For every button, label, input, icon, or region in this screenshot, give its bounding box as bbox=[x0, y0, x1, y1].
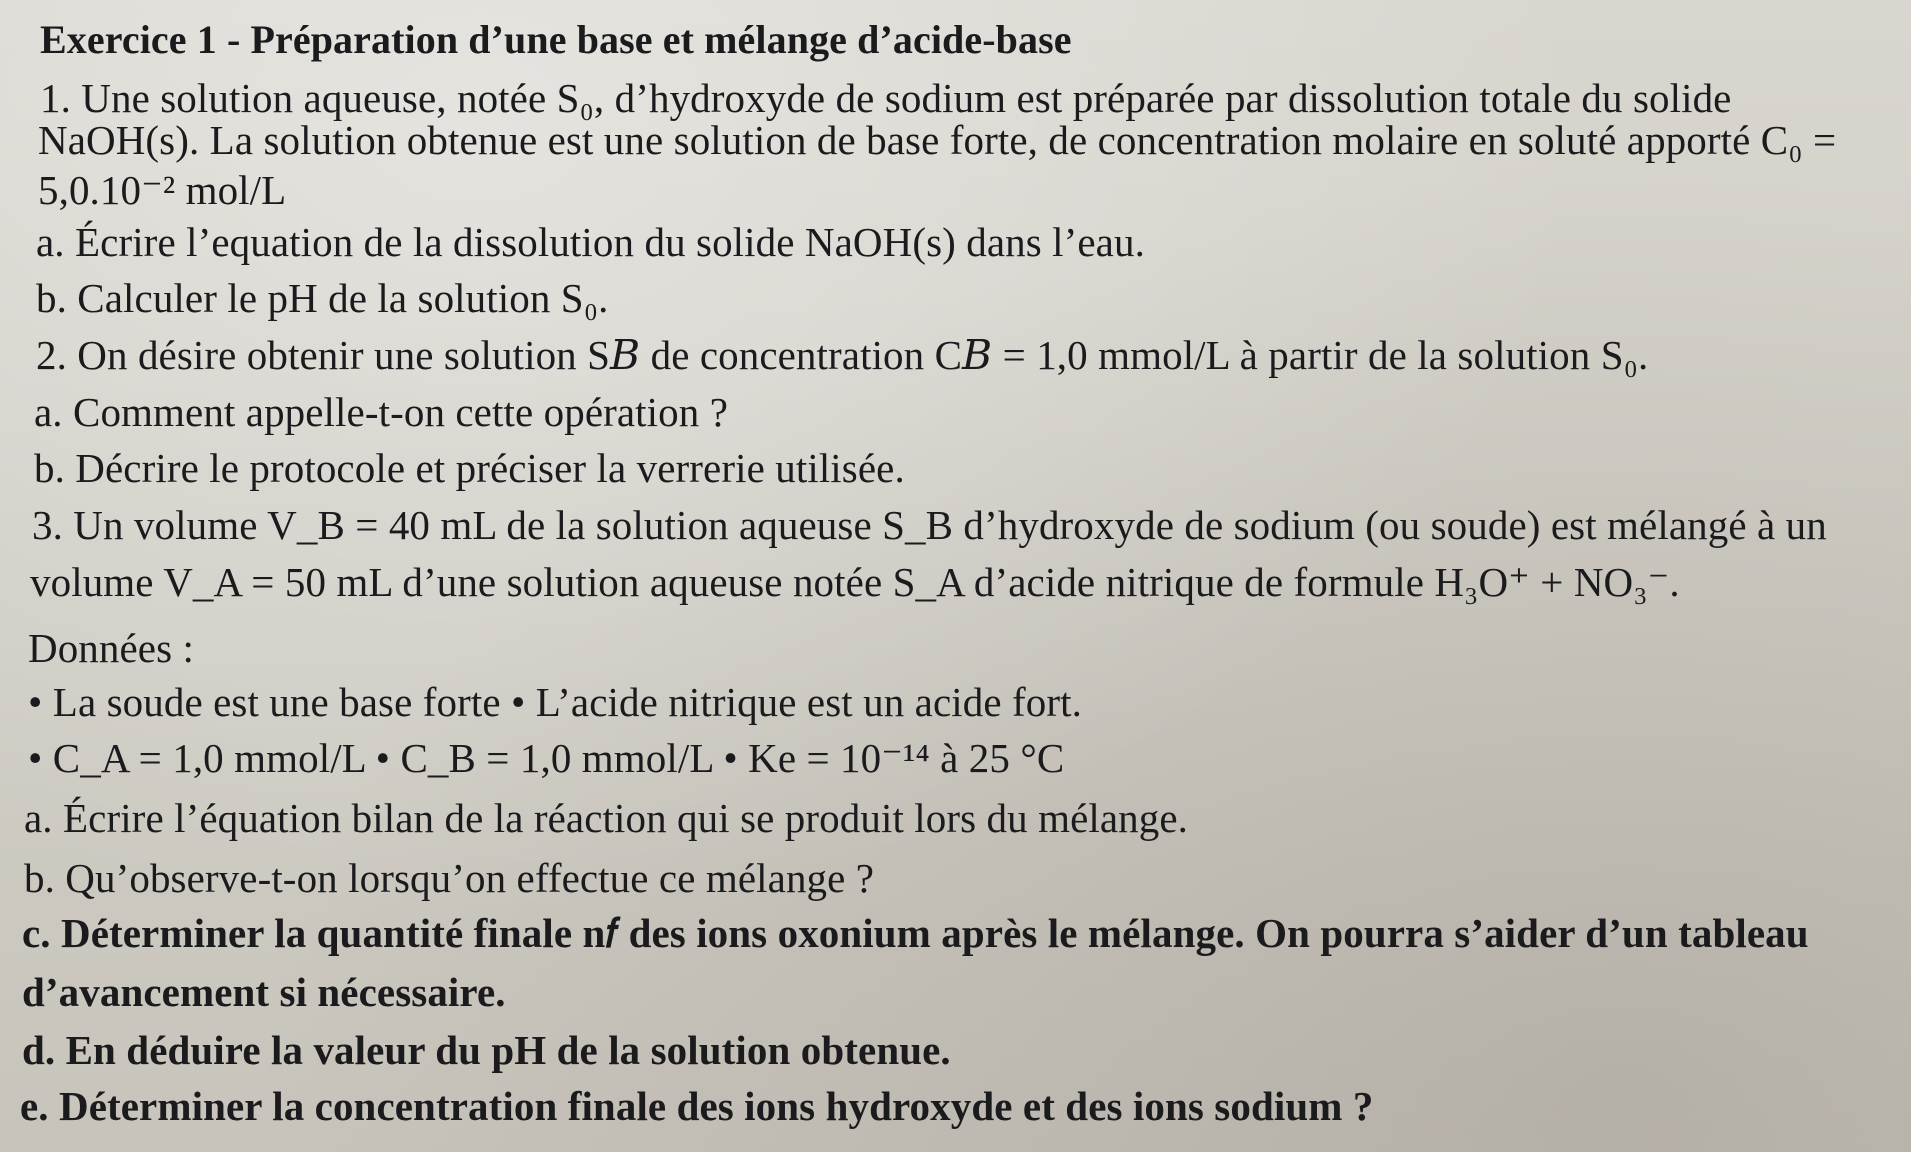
donnees-bullet-2: • C_A = 1,0 mmol/L • C_B = 1,0 mmol/L • Ke = 10⁻¹⁴ à 25 °C bbox=[28, 735, 1065, 781]
q2-item-a: a. Comment appelle-t-on cette opération ? bbox=[34, 389, 728, 435]
exercise-title: Exercice 1 - Préparation d’une base et mélange d’acide-base bbox=[40, 17, 1072, 62]
q3-item-c-line-2: d’avancement si nécessaire. bbox=[22, 969, 506, 1015]
q1-item-b: b. Calculer le pH de la solution S₀. bbox=[36, 275, 609, 321]
q2-item-b: b. Décrire le protocole et préciser la verrerie utilisée. bbox=[34, 445, 905, 491]
q1-item-a: a. Écrire l’equation de la dissolution du solide NaOH(s) dans l’eau. bbox=[36, 219, 1145, 265]
q3-line-2: volume V_A = 50 mL d’une solution aqueuse notée S_A d’acide nitrique de formule H₃O⁺ + NO₃⁻. bbox=[30, 559, 1680, 605]
donnees-heading: Données : bbox=[28, 625, 195, 671]
q3-item-a: a. Écrire l’équation bilan de la réaction qui se produit lors du mélange. bbox=[24, 795, 1189, 841]
q1-line-2: NaOH(s). La solution obtenue est une solution de base forte, de concentration molaire en soluté apporté C₀ = bbox=[38, 117, 1837, 163]
q3-item-b: b. Qu’observe-t-on lorsqu’on effectue ce mélange ? bbox=[24, 855, 875, 901]
q3-item-d: d. En déduire la valeur du pH de la solution obtenue. bbox=[22, 1027, 951, 1073]
q1-line-3: 5,0.10⁻² mol/L bbox=[38, 167, 287, 213]
q3-line-1: 3. Un volume V_B = 40 mL de la solution aqueuse S_B d’hydroxyde de sodium (ou soude) est mélangé à un bbox=[32, 502, 1827, 548]
q3-item-c-line-1: c. Déterminer la quantité finale n𝑓 des ions oxonium après le mélange. On pourra s’aider d’un tableau bbox=[22, 910, 1809, 956]
q1-line-1: 1. Une solution aqueuse, notée S₀, d’hydroxyde de sodium est préparée par dissolution totale du solide bbox=[40, 75, 1732, 121]
donnees-bullet-1: • La soude est une base forte • L’acide nitrique est un acide fort. bbox=[28, 679, 1082, 725]
q3-item-e: e. Déterminer la concentration finale des ions hydroxyde et des ions sodium ? bbox=[20, 1083, 1374, 1129]
q2-intro: 2. On désire obtenir une solution S𝐵 de concentration C𝐵 = 1,0 mmol/L à partir de la solution S₀. bbox=[36, 332, 1649, 378]
